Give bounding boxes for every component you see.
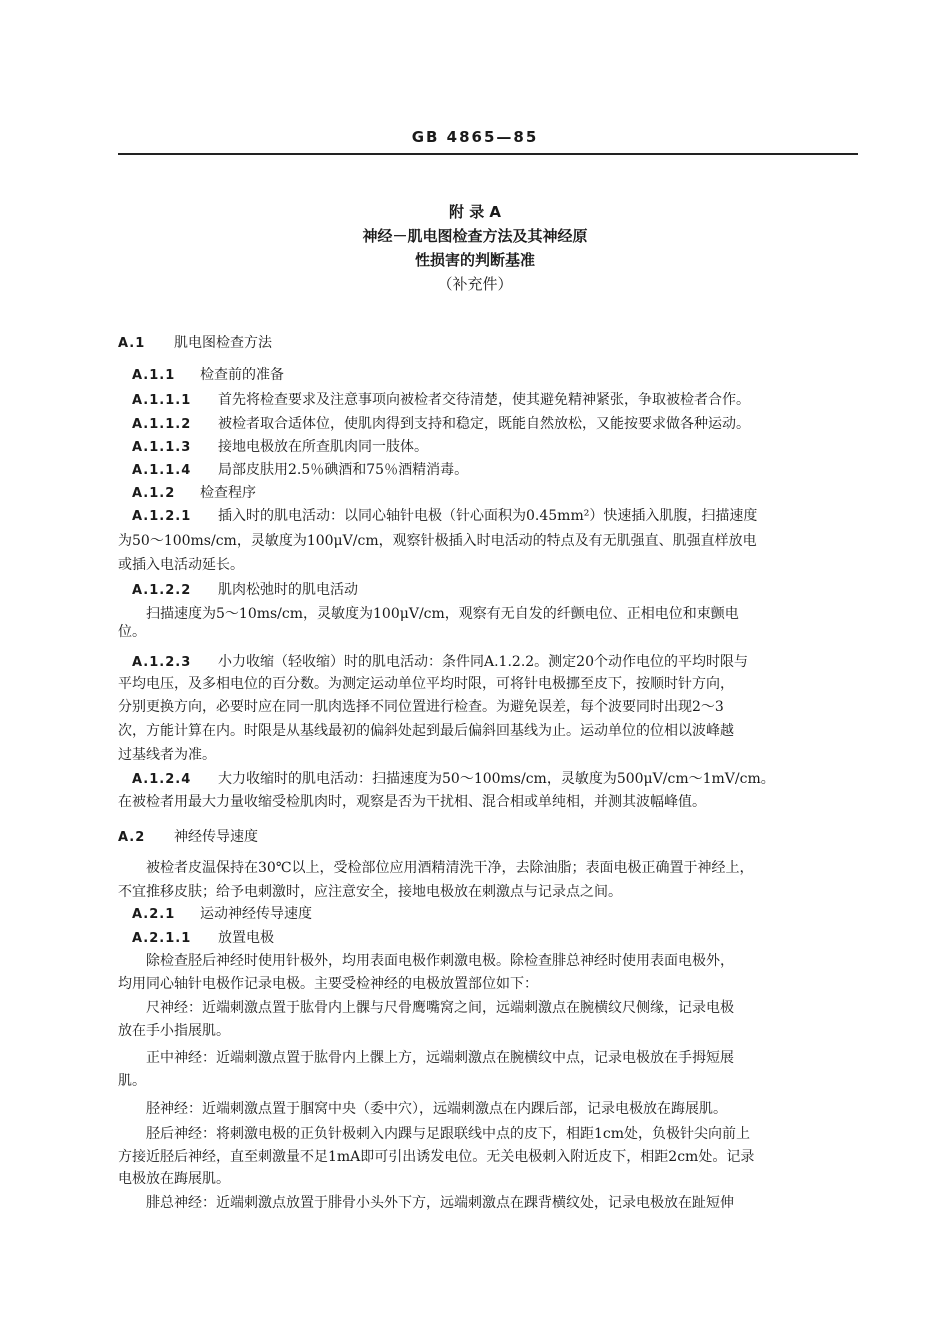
text-line: A.1.1.3 接地电极放在所查肌肉同一肢体。 xyxy=(132,439,428,455)
subsection-heading: A.1.1 检查前的准备 xyxy=(132,367,284,383)
text-line: A.1.1.2 被检者取合适体位，使肌肉得到支持和稳定，既能自然放松，又能按要求做各种运动。 xyxy=(132,416,750,432)
text-line: 或插入电活动延长。 xyxy=(118,557,244,573)
appendix-title-line2: 性损害的判断基准 xyxy=(414,251,535,269)
text-line: A.1.2.4 大力收缩时的肌电活动：扫描速度为50～100ms/cm，灵敏度为500μV/cm～1mV/cm。 xyxy=(132,771,775,787)
appendix-title-line1: 神经－肌电图检查方法及其神经原 xyxy=(362,227,588,245)
text-line: A.1.1.1 首先将检查要求及注意事项向被检者交待清楚，使其避免精神紧张，争取被检者合作。 xyxy=(132,392,750,408)
text-line: 胫后神经：将刺激电极的正负针极刺入内踝与足跟联线中点的皮下，相距1cm处，负极针尖向前上 xyxy=(146,1126,751,1142)
text-line: 尺神经：近端刺激点置于肱骨内上髁与尺骨鹰嘴窝之间，远端刺激点在腕横纹尺侧缘，记录电极 xyxy=(146,1000,734,1016)
subsection-heading: A.2.1.1 放置电极 xyxy=(132,930,274,946)
header-rule xyxy=(118,153,858,155)
section-heading: A.1 肌电图检查方法 xyxy=(118,335,272,351)
text-line: 放在手小指展肌。 xyxy=(118,1023,230,1039)
text-line: 扫描速度为5～10ms/cm，灵敏度为100μV/cm，观察有无自发的纤颤电位、正相电位和束颤电 xyxy=(146,606,739,622)
text-line: 不宜推移皮肤；给予电刺激时，应注意安全，接地电极放在刺激点与记录点之间。 xyxy=(118,884,622,900)
appendix-label: 附 录 A xyxy=(448,203,502,221)
text-line: 正中神经：近端刺激点置于肱骨内上髁上方，远端刺激点在腕横纹中点，记录电极放在手拇短展 xyxy=(146,1050,734,1066)
appendix-supplement: （补充件） xyxy=(437,275,513,293)
section-heading: A.2 神经传导速度 xyxy=(118,829,258,845)
text-line: 方接近胫后神经，直至刺激量不足1mA即可引出诱发电位。无关电极刺入附近皮下，相距2cm处。记录 xyxy=(118,1149,755,1165)
text-line: 电极放在踇展肌。 xyxy=(118,1171,230,1187)
text-line: 为50～100ms/cm，灵敏度为100μV/cm，观察针极插入时电活动的特点及有无肌强直、肌强直样放电 xyxy=(118,533,757,549)
text-line: 除检查胫后神经时使用针极外，均用表面电极作刺激电极。除检查腓总神经时使用表面电极外， xyxy=(146,953,734,969)
text-line: 腓总神经：近端刺激点放置于腓骨小头外下方，远端刺激点在踝背横纹处，记录电极放在趾短伸 xyxy=(146,1195,734,1211)
standard-number: GB 4865—85 xyxy=(411,128,539,146)
text-line: 平均电压，及多相电位的百分数。为测定运动单位平均时限，可将针电极挪至皮下，按顺时针方向， xyxy=(118,676,734,692)
text-line: 位。 xyxy=(118,624,146,640)
text-line: A.1.2.2 肌肉松弛时的肌电活动 xyxy=(132,582,358,598)
subsection-heading: A.2.1 运动神经传导速度 xyxy=(132,906,312,922)
text-line: 在被检者用最大力量收缩受检肌肉时，观察是否为干扰相、混合相或单纯相，并测其波幅峰值。 xyxy=(118,794,706,810)
text-line: 被检者皮温保持在30℃以上，受检部位应用酒精清洗干净，去除油脂；表面电极正确置于神经上， xyxy=(146,860,754,876)
text-line: 过基线者为准。 xyxy=(118,747,216,763)
text-line: A.1.1.4 局部皮肤用2.5％碘酒和75％酒精消毒。 xyxy=(132,462,469,478)
text-line: A.1.2.3 小力收缩（轻收缩）时的肌电活动：条件同A.1.2.2。测定20个动作电位的平均时限与 xyxy=(132,654,748,670)
text-line: A.1.2.1 插入时的肌电活动：以同心轴针电极（针心面积为0.45mm²）快速插入肌腹，扫描速度 xyxy=(132,508,758,524)
text-line: 次，方能计算在内。时限是从基线最初的偏斜处起到最后偏斜回基线为止。运动单位的位相以波峰越 xyxy=(118,723,734,739)
text-line: 分别更换方向，必要时应在同一肌肉选择不同位置进行检查。为避免误差，每个波要同时出现2～3 xyxy=(118,699,724,715)
text-line: 均用同心轴针电极作记录电极。主要受检神经的电极放置部位如下： xyxy=(118,976,538,992)
text-line: 胫神经：近端刺激点置于腘窝中央（委中穴），远端刺激点在内踝后部，记录电极放在踇展肌。 xyxy=(146,1101,727,1117)
appendix-title-block xyxy=(0,200,950,296)
subsection-heading: A.1.2 检查程序 xyxy=(132,485,256,501)
text-line: 肌。 xyxy=(118,1073,146,1089)
